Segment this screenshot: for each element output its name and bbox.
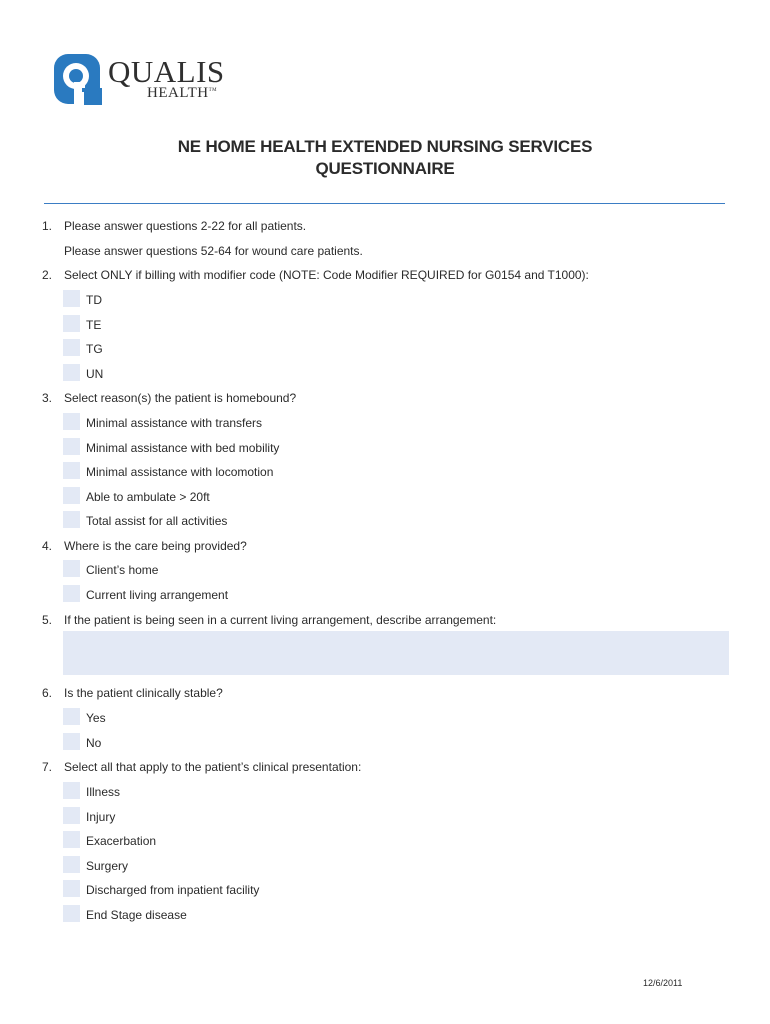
- q7-text: Select all that apply to the patient’s clinical presentation:: [64, 760, 362, 774]
- qualis-health-logo: [52, 48, 225, 110]
- q7-number: 7.: [42, 760, 53, 774]
- revision-date: 12/6/2011: [643, 978, 683, 988]
- q5-text: If the patient is being seen in a current living arrangement, describe arrangement:: [64, 613, 497, 627]
- q3-text: Select reason(s) the patient is homebound?: [64, 391, 297, 405]
- brand-sub: HEALTH™: [147, 85, 218, 101]
- q7-option-end-stage: End Stage disease: [86, 908, 187, 922]
- q4-checkbox-clients-home[interactable]: [63, 560, 80, 577]
- q3-option-transfers: Minimal assistance with transfers: [86, 416, 263, 430]
- q3-checkbox-transfers[interactable]: [63, 413, 80, 430]
- q1-text-2: Please answer questions 52-64 for wound care patients.: [64, 244, 363, 258]
- q7-checkbox-surgery[interactable]: [63, 856, 80, 873]
- q4-option-living-arrangement: Current living arrangement: [86, 588, 229, 602]
- q7-checkbox-discharged[interactable]: [63, 880, 80, 897]
- q3-option-total-assist: Total assist for all activities: [86, 514, 228, 528]
- q7-checkbox-exacerbation[interactable]: [63, 831, 80, 848]
- form-title-line1: NE HOME HEALTH EXTENDED NURSING SERVICES: [177, 137, 593, 156]
- q3-option-bed-mobility: Minimal assistance with bed mobility: [86, 441, 280, 455]
- q2-option-te: TE: [86, 318, 102, 332]
- q2-number: 2.: [42, 268, 53, 282]
- q2-checkbox-un[interactable]: [63, 364, 80, 381]
- q2-checkbox-te[interactable]: [63, 315, 80, 332]
- q3-number: 3.: [42, 391, 53, 405]
- q3-option-ambulate: Able to ambulate > 20ft: [86, 490, 210, 504]
- q7-option-discharged: Discharged from inpatient facility: [86, 883, 260, 897]
- q4-text: Where is the care being provided?: [64, 539, 247, 553]
- q7-checkbox-illness[interactable]: [63, 782, 80, 799]
- q3-checkbox-locomotion[interactable]: [63, 462, 80, 479]
- q3-checkbox-total-assist[interactable]: [63, 511, 80, 528]
- q2-option-un: UN: [86, 367, 104, 381]
- q6-checkbox-no[interactable]: [63, 733, 80, 750]
- q2-text: Select ONLY if billing with modifier code (NOTE: Code Modifier REQUIRED for G0154 and T1000):: [64, 268, 589, 282]
- q7-checkbox-injury[interactable]: [63, 807, 80, 824]
- q4-option-clients-home: Client’s home: [86, 563, 159, 577]
- q4-number: 4.: [42, 539, 53, 553]
- q7-option-surgery: Surgery: [86, 859, 129, 873]
- form-title-line2: QUESTIONNAIRE: [315, 159, 455, 178]
- brand-name: QUALIS: [108, 54, 225, 89]
- q6-option-no: No: [86, 736, 102, 750]
- qualis-q-logo-icon: [52, 48, 108, 110]
- q7-option-exacerbation: Exacerbation: [86, 834, 157, 848]
- q2-option-td: TD: [86, 293, 102, 307]
- q6-text: Is the patient clinically stable?: [64, 686, 223, 700]
- q6-checkbox-yes[interactable]: [63, 708, 80, 725]
- q6-number: 6.: [42, 686, 53, 700]
- q2-checkbox-td[interactable]: [63, 290, 80, 307]
- q3-option-locomotion: Minimal assistance with locomotion: [86, 465, 274, 479]
- q7-checkbox-end-stage[interactable]: [63, 905, 80, 922]
- q7-option-injury: Injury: [86, 810, 116, 824]
- q2-option-tg: TG: [86, 342, 103, 356]
- q3-checkbox-bed-mobility[interactable]: [63, 438, 80, 455]
- q3-checkbox-ambulate[interactable]: [63, 487, 80, 504]
- q5-arrangement-textarea[interactable]: [63, 631, 729, 675]
- q4-checkbox-living-arrangement[interactable]: [63, 585, 80, 602]
- q7-option-illness: Illness: [86, 785, 121, 799]
- q1-text: Please answer questions 2-22 for all patients.: [64, 219, 307, 233]
- q1-number: 1.: [42, 219, 53, 233]
- q6-option-yes: Yes: [86, 711, 106, 725]
- q2-checkbox-tg[interactable]: [63, 339, 80, 356]
- title-divider: [44, 203, 725, 204]
- q5-number: 5.: [42, 613, 53, 627]
